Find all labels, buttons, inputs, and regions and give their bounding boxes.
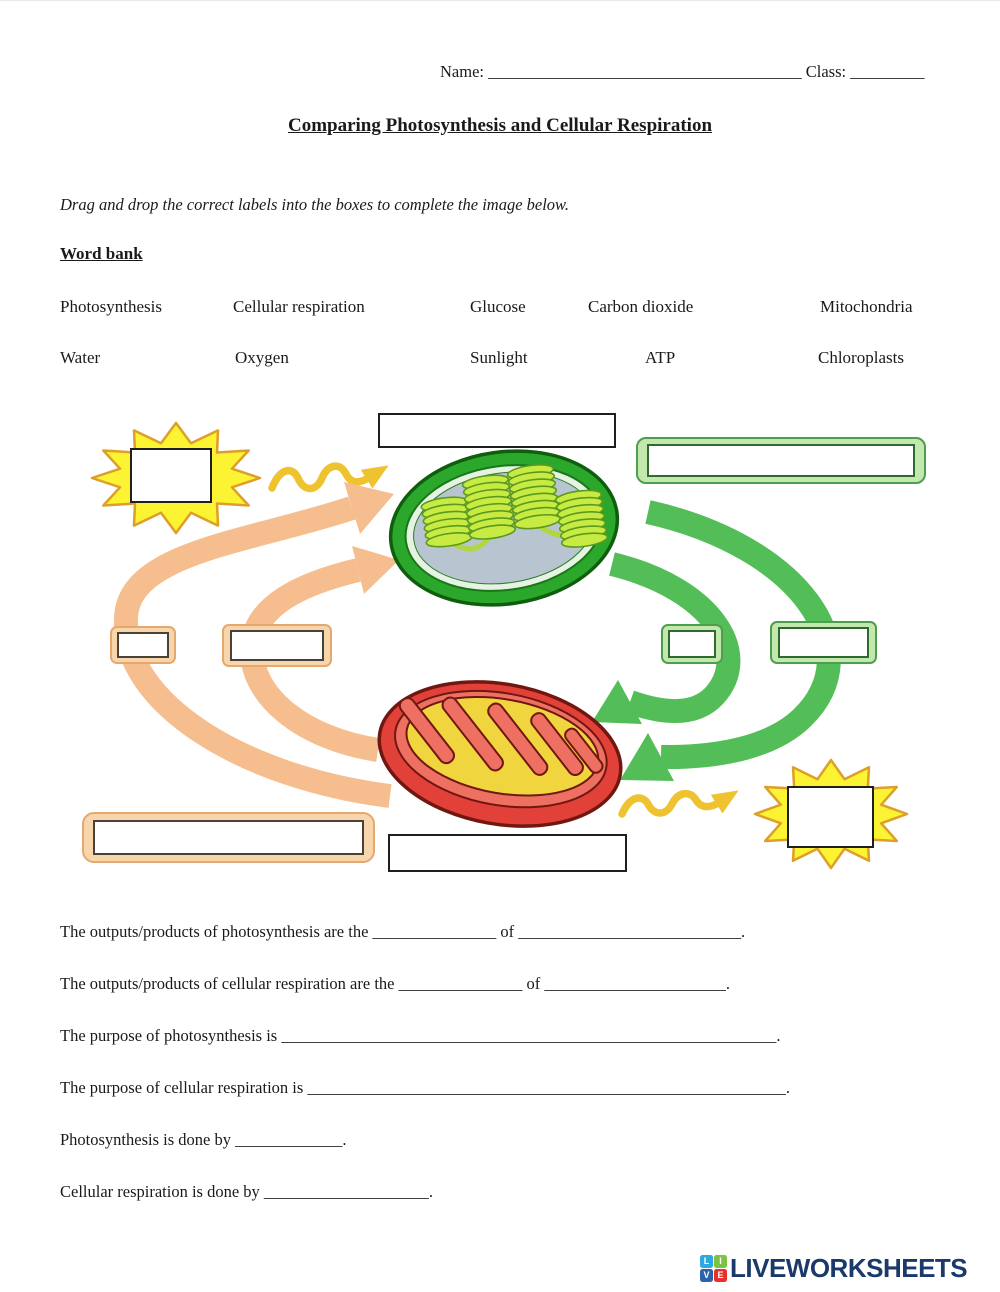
drop-box-mid-right-small[interactable] (661, 624, 723, 664)
sentence-text: . (725, 974, 730, 993)
name-blank[interactable]: ______________________________________ (488, 62, 802, 81)
sentences (60, 922, 960, 1234)
word-bank-item[interactable]: Sunlight (470, 348, 528, 367)
word-bank-item[interactable]: ATP (645, 348, 676, 367)
sentence-line (60, 974, 960, 993)
sentence-text: The outputs/products of photosynthesis are the (60, 922, 373, 941)
sentence-line (60, 922, 960, 941)
sentence-line (60, 1026, 960, 1045)
chloroplast-illustration (381, 437, 628, 619)
class-label: Class: (805, 62, 847, 81)
drop-box-inner (668, 630, 716, 658)
liveworksheets-logo-icon (700, 1255, 727, 1282)
drop-box-bottom-left[interactable] (82, 812, 375, 863)
drop-box-top-center[interactable] (378, 413, 616, 448)
sentence-text: of (496, 922, 519, 941)
sentence-text: The outputs/products of cellular respiration are the (60, 974, 399, 993)
sentence-blank[interactable]: _____________ (235, 1130, 343, 1149)
name-label: Name: (440, 62, 484, 81)
word-bank-item[interactable]: Photosynthesis (60, 297, 163, 316)
liveworksheets-brand-text: LIVEWORKSHEETS (730, 1253, 968, 1283)
sentence-line (60, 1130, 960, 1149)
class-blank[interactable]: _________ (850, 62, 925, 81)
drop-box-inner (647, 444, 915, 477)
sentence-line (60, 1078, 960, 1097)
word-bank-item[interactable]: Cellular respiration (233, 297, 365, 316)
instruction-text: Drag and drop the correct labels into the boxes to complete the image below. (60, 195, 569, 214)
word-bank-item[interactable]: Water (60, 348, 101, 367)
word-bank-item[interactable]: Oxygen (235, 348, 289, 367)
sentence-text: The purpose of cellular respiration is (60, 1078, 308, 1097)
sentence-line (60, 1182, 960, 1201)
word-bank-item[interactable]: Mitochondria (820, 297, 913, 316)
word-bank-heading: Word bank (60, 244, 143, 263)
mitochondria-illustration (368, 664, 633, 844)
sentence-text: . (776, 1026, 781, 1045)
drop-box-mid-right-large[interactable] (770, 621, 877, 664)
energy-squiggle-bottom-icon (622, 794, 720, 814)
sentence-text: . (428, 1182, 434, 1201)
word-bank-item[interactable]: Carbon dioxide (588, 297, 694, 316)
sentence-blank[interactable]: ____________________ (263, 1182, 429, 1201)
logo-tile: L (700, 1255, 713, 1268)
sentence-blank[interactable]: _______________ (372, 922, 497, 941)
sentence-blank[interactable]: ____________________________________________________________ (281, 1026, 777, 1045)
drop-box-mid-left-large[interactable] (222, 624, 332, 667)
name-class-line (440, 62, 924, 82)
word-bank-item[interactable]: Glucose (470, 297, 526, 316)
sentence-text: . (785, 1078, 791, 1097)
drop-box-mid-left-small[interactable] (110, 626, 176, 664)
drop-box-inner (230, 630, 324, 661)
drop-box-sun-top[interactable] (130, 448, 212, 503)
sentence-text: of (522, 974, 545, 993)
drop-box-inner (93, 820, 364, 855)
drop-box-top-right[interactable] (636, 437, 926, 484)
logo-tile: I (714, 1255, 727, 1268)
drop-box-sun-bottom[interactable] (787, 786, 874, 848)
sentence-blank[interactable]: ___________________________ (518, 922, 742, 941)
sentence-blank[interactable]: ______________________ (544, 974, 726, 993)
sentence-blank[interactable]: __________________________________________________________ (307, 1078, 786, 1097)
drop-box-inner (117, 632, 169, 658)
word-bank-item[interactable]: Chloroplasts (818, 348, 904, 367)
logo-tile: V (700, 1269, 713, 1282)
sentence-text: . (342, 1130, 347, 1149)
sentence-text: . (741, 922, 746, 941)
drop-box-bottom-center[interactable] (388, 834, 627, 872)
sentence-blank[interactable]: _______________ (398, 974, 523, 993)
drop-box-inner (778, 627, 869, 658)
cycle-diagram (0, 406, 1000, 886)
sentence-text: The purpose of photosynthesis is (60, 1026, 282, 1045)
sentence-text: Cellular respiration is done by (60, 1182, 264, 1201)
page-title: Comparing Photosynthesis and Cellular Respiration (287, 115, 713, 136)
sentence-text: Photosynthesis is done by (60, 1130, 236, 1149)
logo-tile: E (714, 1269, 727, 1282)
